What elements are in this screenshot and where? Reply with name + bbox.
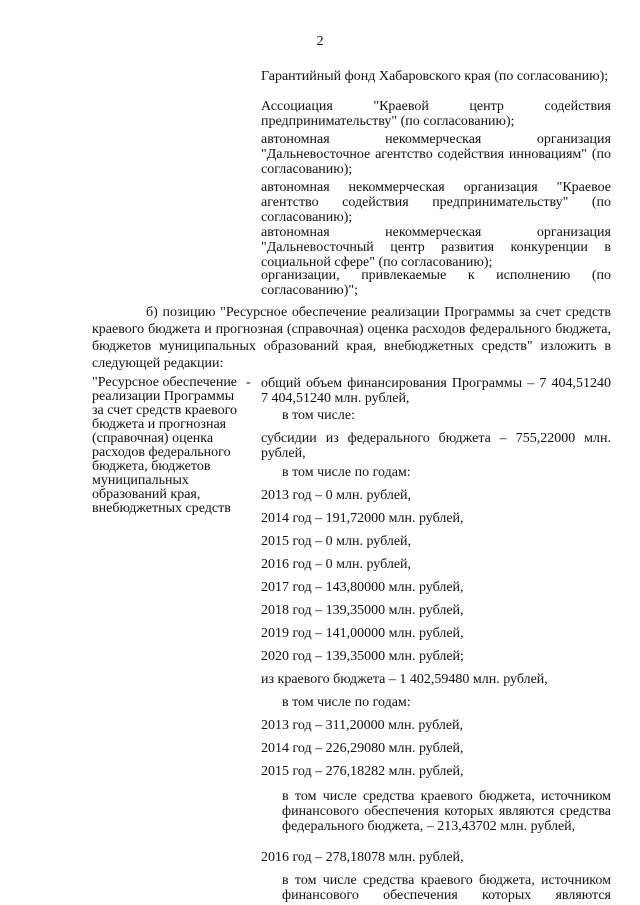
by-years-label-2: в том числе по годам: bbox=[282, 695, 411, 710]
federal-year-item: 2018 год – 139,35000 млн. рублей, bbox=[261, 603, 464, 618]
federal-year-item: 2013 год – 0 млн. рублей, bbox=[261, 488, 412, 503]
position-dash: - bbox=[246, 375, 251, 390]
federal-year-item: 2019 год – 141,00000 млн. рублей, bbox=[261, 626, 464, 641]
member-item: автономная некоммерческая организация "Дальневосточное агентство содействия инновациям" (по согласованию); bbox=[261, 132, 611, 177]
note-2016: в том числе средства краевого бюджета, источником финансового обеспечения которых являются bbox=[282, 873, 611, 903]
including-label: в том числе: bbox=[282, 408, 355, 423]
federal-year-item: 2014 год – 191,72000 млн. рублей, bbox=[261, 511, 464, 526]
regional-budget: из краевого бюджета – 1 402,59480 млн. рублей, bbox=[261, 672, 548, 687]
paragraph-b: б) позицию "Ресурсное обеспечение реализации Программы за счет средств краевого бюджета и прогнозная (справочная) оценка расходов федерального бюджета, бюджетов муниципальных образований края, внебюджетных средств" изложить в следующей редакции: bbox=[92, 305, 611, 371]
member-item: Ассоциация "Краевой центр содействия предпринимательству" (по согласованию); bbox=[261, 99, 611, 129]
federal-subsidy: субсидии из федерального бюджета – 755,22000 млн. рублей, bbox=[261, 431, 611, 461]
member-item: Гарантийный фонд Хабаровского края (по согласованию); bbox=[261, 69, 609, 84]
federal-year-item: 2016 год – 0 млн. рублей, bbox=[261, 557, 412, 572]
member-item: автономная некоммерческая организация "Дальневосточный центр развития конкуренции в социальной сфере" (по согласованию); bbox=[261, 225, 611, 270]
regional-year-2016: 2016 год – 278,18078 млн. рублей, bbox=[261, 850, 464, 865]
regional-year-item: 2014 год – 226,29080 млн. рублей, bbox=[261, 741, 464, 756]
total-financing-cont: 7 404,51240 млн. рублей, bbox=[261, 391, 410, 406]
total-financing: общий объем финансирования Программы – 7 404,51240 bbox=[261, 376, 611, 391]
federal-year-item: 2017 год – 143,80000 млн. рублей, bbox=[261, 580, 464, 595]
member-item: организации, привлекаемые к исполнению (по согласованию)"; bbox=[261, 268, 611, 298]
regional-year-item: 2015 год – 276,18282 млн. рублей, bbox=[261, 764, 464, 779]
regional-year-item: 2013 год – 311,20000 млн. рублей, bbox=[261, 718, 464, 733]
by-years-label: в том числе по годам: bbox=[282, 465, 411, 480]
federal-year-item: 2015 год – 0 млн. рублей, bbox=[261, 534, 412, 549]
federal-year-item: 2020 год – 139,35000 млн. рублей; bbox=[261, 649, 464, 664]
member-item: автономная некоммерческая организация "Краевое агентство содействия предпринимательству" (по согласованию); bbox=[261, 180, 611, 225]
position-title: "Ресурсное обеспечение реализации Программы за счет средств краевого бюджета и прогнозная (справочная) оценка расходов федерального бюджета, бюджетов муниципальных образований края, внебюджетных средств bbox=[92, 375, 238, 516]
page-number: 2 bbox=[316, 34, 324, 49]
note-2015: в том числе средства краевого бюджета, источником финансового обеспечения которых являются средства федерального бюджета, – 213,43702 млн. рублей, bbox=[282, 789, 611, 834]
